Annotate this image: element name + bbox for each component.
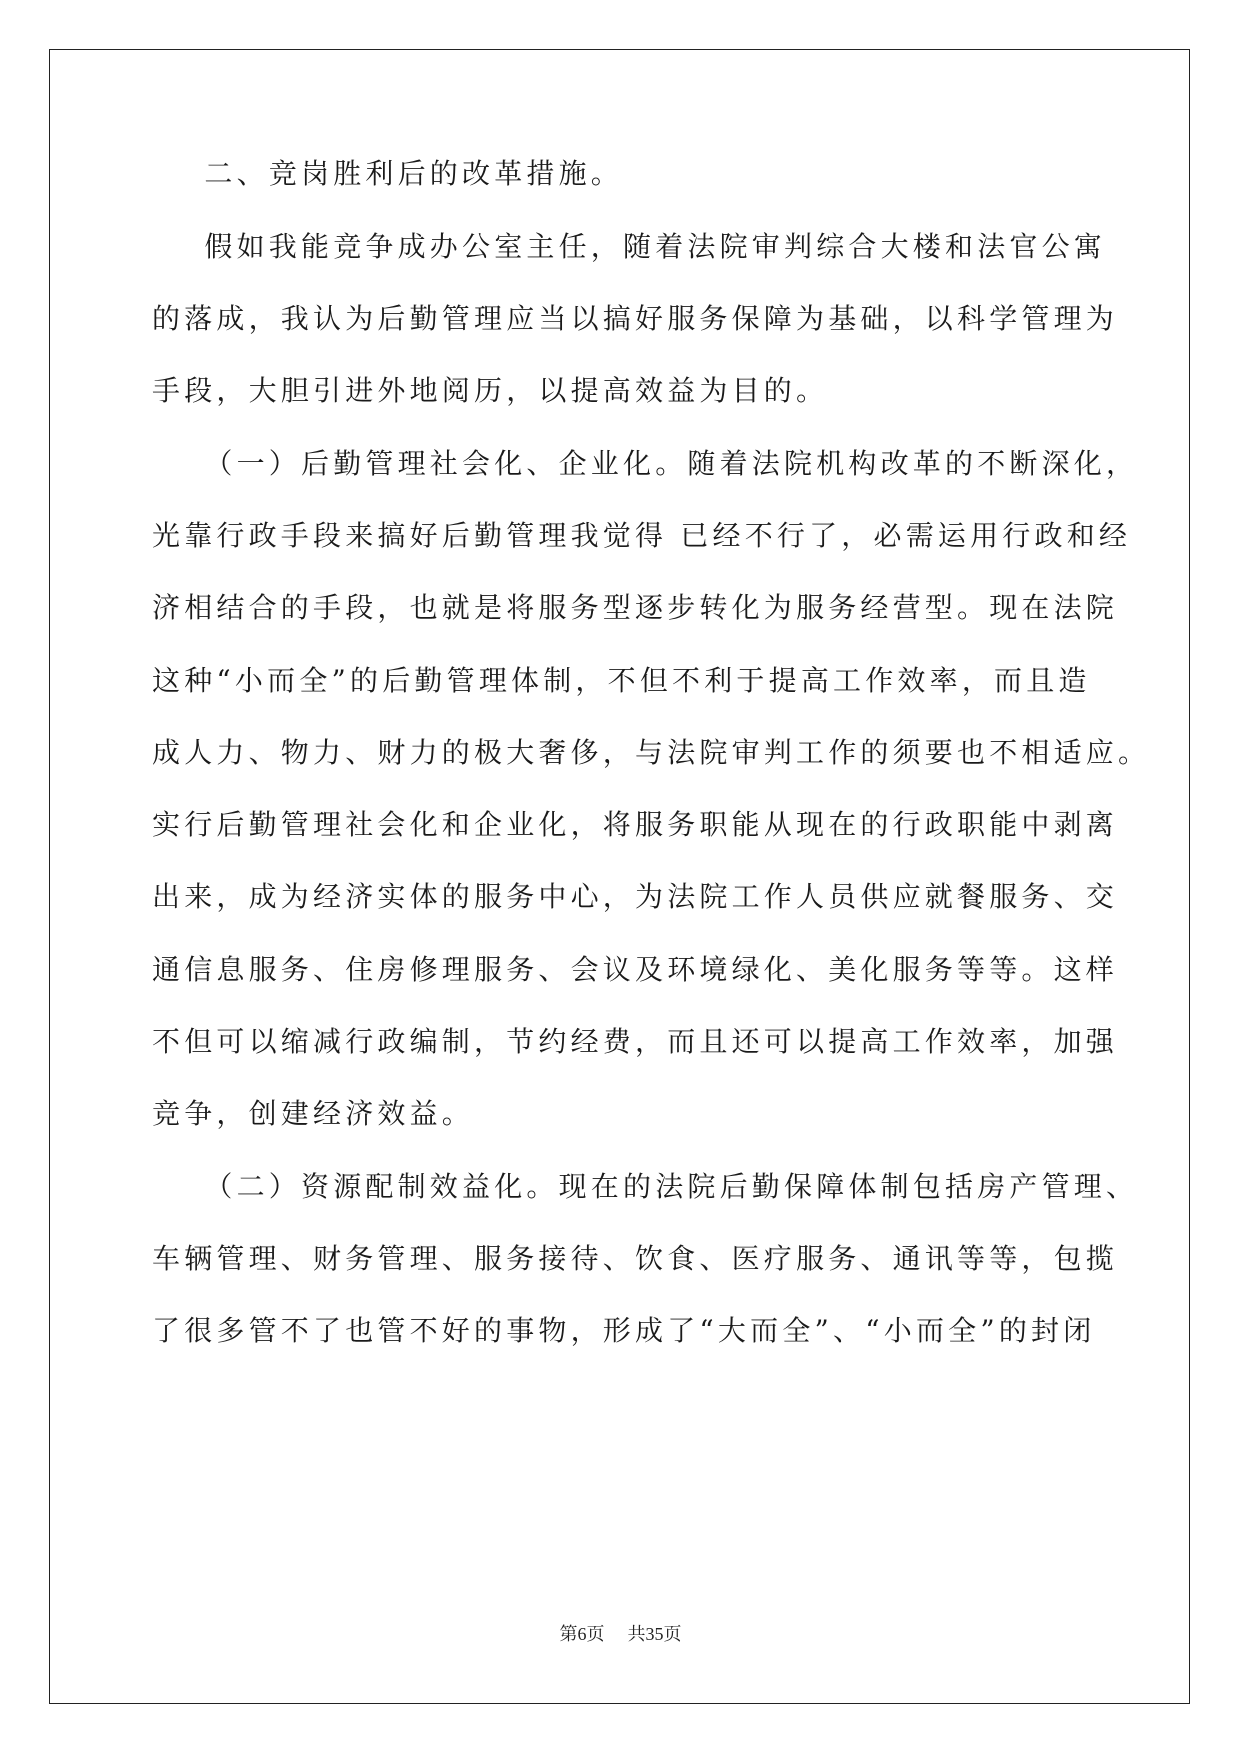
text-line: 成人力、物力、财力的极大奢侈，与法院审判工作的须要也不相适应。 (152, 736, 1151, 769)
text-line: 通信息服务、住房修理服务、会议及环境绿化、美化服务等等。这样 (152, 953, 1119, 986)
total-prefix: 共 (627, 1624, 646, 1645)
page-prefix: 第 (559, 1624, 578, 1645)
text-line: 的落成，我认为后勤管理应当以搞好服务保障为基础，以科学管理为 (152, 302, 1119, 335)
text-line: 手段，大胆引进外地阅历，以提高效益为目的。 (152, 374, 829, 407)
text-line: 了很多管不了也管不好的事物，形成了“大而全”、“小而全”的封闭 (152, 1314, 1096, 1347)
text-line: 竞争，创建经济效益。 (152, 1097, 475, 1130)
text-line: 二、竞岗胜利后的改革措施。 (152, 157, 624, 190)
page-footer (0, 1622, 1241, 1647)
text-line: 不但可以缩减行政编制，节约经费，而且还可以提高工作效率，加强 (152, 1025, 1119, 1058)
text-line: 光靠行政手段来搞好后勤管理我觉得 已经不行了，必需运用行政和经 (152, 519, 1132, 552)
text-line: （二）资源配制效益化。现在的法院后勤保障体制包括房产管理、 (152, 1170, 1139, 1203)
text-line: 车辆管理、财务管理、服务接待、饮食、医疗服务、通讯等等，包揽 (152, 1242, 1119, 1275)
text-line: 假如我能竞争成办公室主任，随着法院审判综合大楼和法官公寓 (152, 230, 1107, 263)
text-line: 实行后勤管理社会化和企业化，将服务职能从现在的行政职能中剥离 (152, 808, 1119, 841)
text-line: 出来，成为经济实体的服务中心，为法院工作人员供应就餐服务、交 (152, 880, 1119, 913)
total-pages: 35 (645, 1624, 664, 1644)
text-line: （一）后勤管理社会化、企业化。随着法院机构改革的不断深化， (152, 447, 1139, 480)
total-suffix: 页 (663, 1624, 682, 1645)
page-suffix: 页 (586, 1624, 605, 1645)
page-number: 6 (577, 1624, 587, 1644)
text-line: 济相结合的手段，也就是将服务型逐步转化为服务经营型。现在法院 (152, 591, 1119, 624)
text-line: 这种“小而全”的后勤管理体制，不但不利于提高工作效率，而且造 (152, 664, 1091, 697)
